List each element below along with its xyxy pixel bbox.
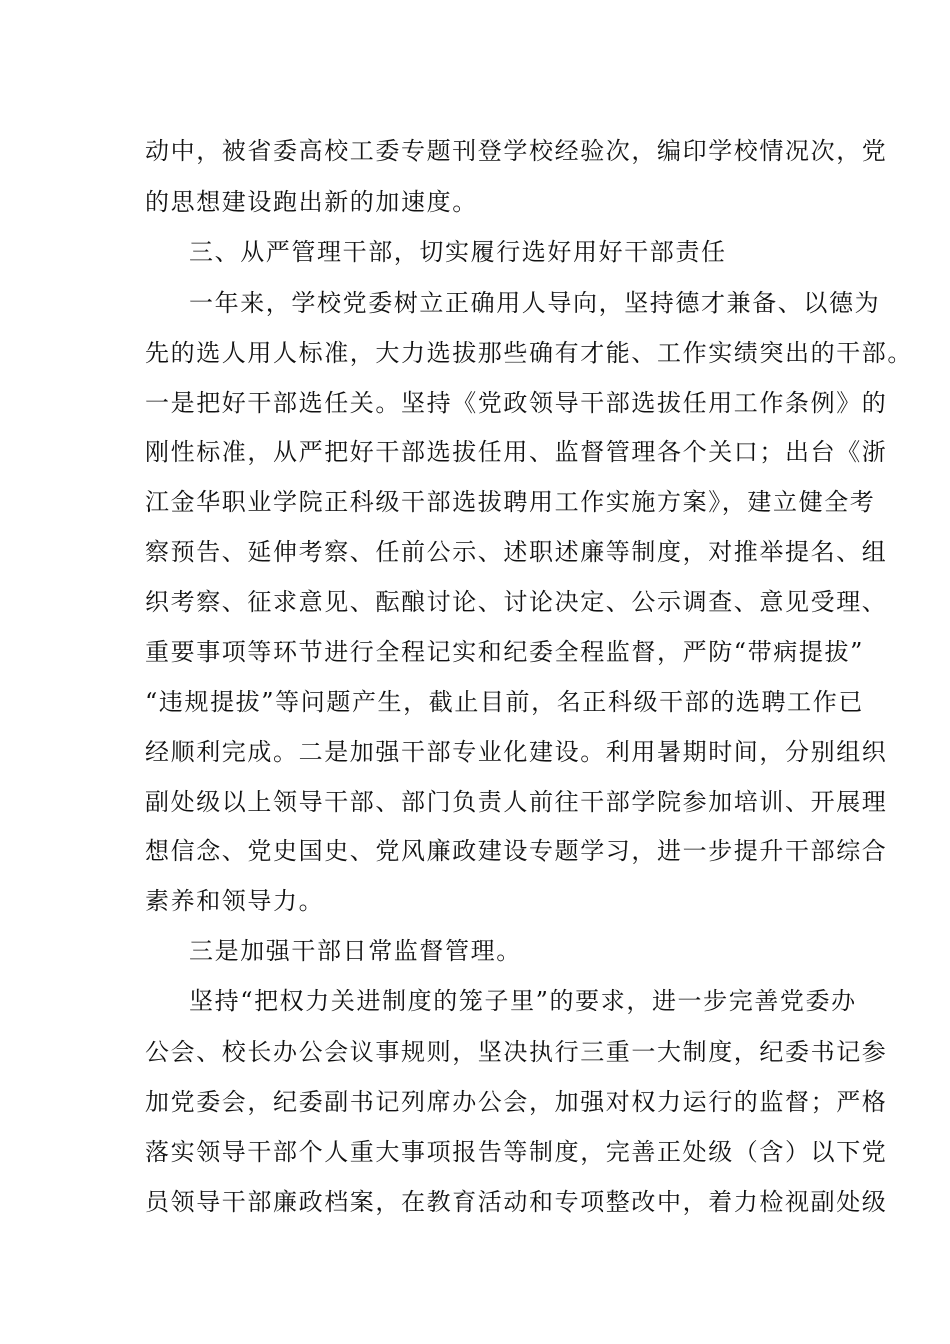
text-line: 察预告、延伸考察、任前公示、述职述廉等制度，对推举提名、组: [145, 538, 888, 566]
text-line: 刚性标准，从严把好干部选拔任用、监督管理各个关口；出台《浙: [145, 438, 888, 466]
text-line: 想信念、党史国史、党风廉政建设专题学习，进一步提升干部综合: [145, 837, 888, 865]
text-line: 动中，被省委高校工委专题刊登学校经验次，编印学校情况次，党: [145, 137, 888, 165]
text-line: 三是加强干部日常监督管理。: [189, 937, 522, 965]
text-line: 经顺利完成。二是加强干部专业化建设。利用暑期时间，分别组织: [145, 738, 888, 766]
text-line: 副处级以上领导干部、部门负责人前往干部学院参加培训、开展理: [145, 788, 888, 816]
text-line: 落实领导干部个人重大事项报告等制度，完善正处级（含）以下党: [145, 1138, 888, 1166]
text-line: 的思想建设跑出新的加速度。: [145, 188, 478, 216]
text-line: 员领导干部廉政档案，在教育活动和专项整改中，着力检视副处级: [145, 1188, 888, 1216]
text-line: 加党委会，纪委副书记列席办公会，加强对权力运行的监督；严格: [145, 1088, 888, 1116]
text-line: 一是把好干部选任关。坚持《党政领导干部选拔任用工作条例》的: [145, 389, 888, 417]
text-line: 先的选人用人标准，大力选拔那些确有才能、工作实绩突出的干部。: [145, 339, 913, 367]
text-line: 公会、校长办公会议事规则，坚决执行三重一大制度，纪委书记参: [145, 1038, 888, 1066]
text-line: 织考察、征求意见、酝酿讨论、讨论决定、公示调查、意见受理、: [145, 588, 888, 616]
text-line: 一年来，学校党委树立正确用人导向，坚持德才兼备、以德为: [189, 289, 881, 317]
text-line: 坚持“把权力关进制度的笼子里”的要求，进一步完善党委办: [189, 987, 857, 1015]
text-line: 重要事项等环节进行全程记实和纪委全程监督，严防“带病提拔”: [145, 638, 864, 666]
text-line: 素养和领导力。: [145, 887, 325, 915]
section-heading: 三、从严管理干部，切实履行选好用好干部责任: [189, 238, 727, 266]
text-line: “违规提拔”等问题产生，截止目前，名正科级干部的选聘工作已: [145, 688, 864, 716]
text-line: 江金华职业学院正科级干部选拔聘用工作实施方案》，建立健全考: [145, 488, 876, 516]
